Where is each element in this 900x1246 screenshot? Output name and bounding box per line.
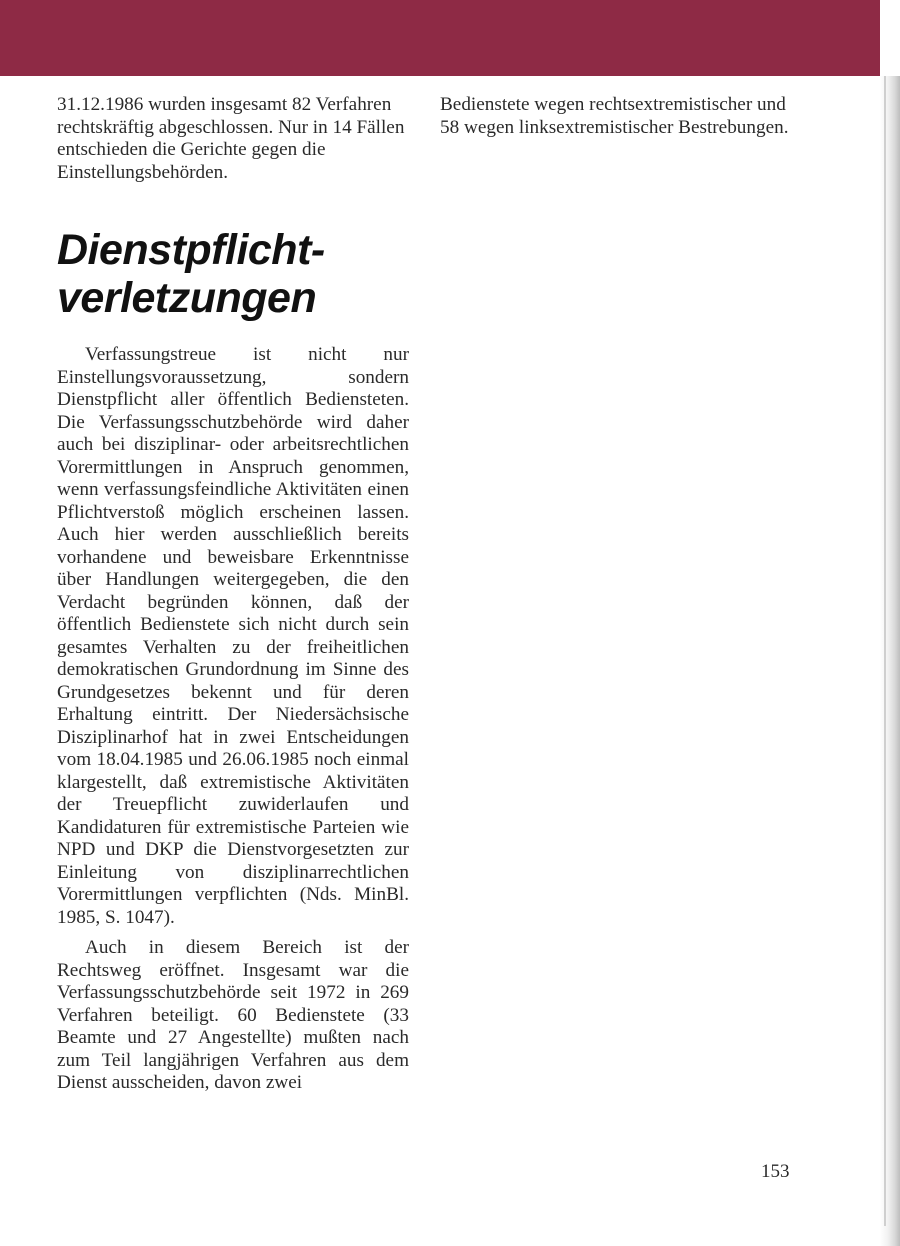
header-color-band bbox=[0, 0, 880, 76]
section-heading-line-1: Dienstpflicht- bbox=[57, 226, 325, 274]
body-paragraph-2: Auch in diesem Bereich ist der Rechtsweg eröffnet. Insgesamt war die Verfassungsschutzbehörde seit 1972 in 269 Verfahren beteiligt. 60 Bedienstete (33 Beamte und 27 Angestellte) mußten nach zum Teil langjährigen Verfahren aus dem Dienst ausscheiden, davon zwei bbox=[57, 937, 409, 1093]
section-body bbox=[57, 344, 409, 1095]
section-heading-line-2: verletzungen bbox=[57, 274, 317, 322]
page-edge-shadow bbox=[880, 76, 900, 1246]
right-column-continuation-text: Bedienstete wegen rechtsextremistischer und 58 wegen linksextremistischer Bestrebungen. bbox=[440, 94, 789, 138]
page-edge-line bbox=[884, 76, 886, 1226]
page-number: 153 bbox=[761, 1161, 790, 1182]
body-paragraph-1: Verfassungstreue ist nicht nur Einstellungsvoraussetzung, sondern Dienstpflicht aller öffentlich Bediensteten. Die Verfassungsschutzbehörde wird daher auch bei disziplinar- oder arbeitsrechtlichen Vorermittlungen in Anspruch genommen, wenn verfassungsfeindliche Aktivitäten einen Pflichtverstoß möglich erscheinen lassen. Auch hier werden ausschließlich bereits vorhandene und beweisbare Erkenntnisse über Handlungen weitergegeben, die den Verdacht begründen können, daß der öffentlich Bedienstete sich nicht durch sein gesamtes Verhalten zu der freiheitlichen demokratischen Grundordnung im Sinne des Grundgesetzes bekennt und für deren Erhaltung eintritt. Der Niedersächsische Disziplinarhof hat in zwei Entscheidungen vom 18.04.1985 und 26.06.1985 noch einmal klargestellt, daß extremistische Aktivitäten der Treuepflicht zuwiderlaufen und Kandidaturen für extremistische Parteien wie NPD und DKP die Dienstvorgesetzten zur Einleitung von disziplinarrechtlichen Vorermittlungen verpflichten (Nds. MinBl. 1985, S. 1047). bbox=[57, 344, 409, 928]
left-column-continuation-text: 31.12.1986 wurden insgesamt 82 Verfahren rechtskräftig abgeschlossen. Nur in 14 Fällen entschieden die Gerichte gegen die Einstellungsbehörden. bbox=[57, 94, 405, 183]
section-heading bbox=[57, 226, 325, 322]
